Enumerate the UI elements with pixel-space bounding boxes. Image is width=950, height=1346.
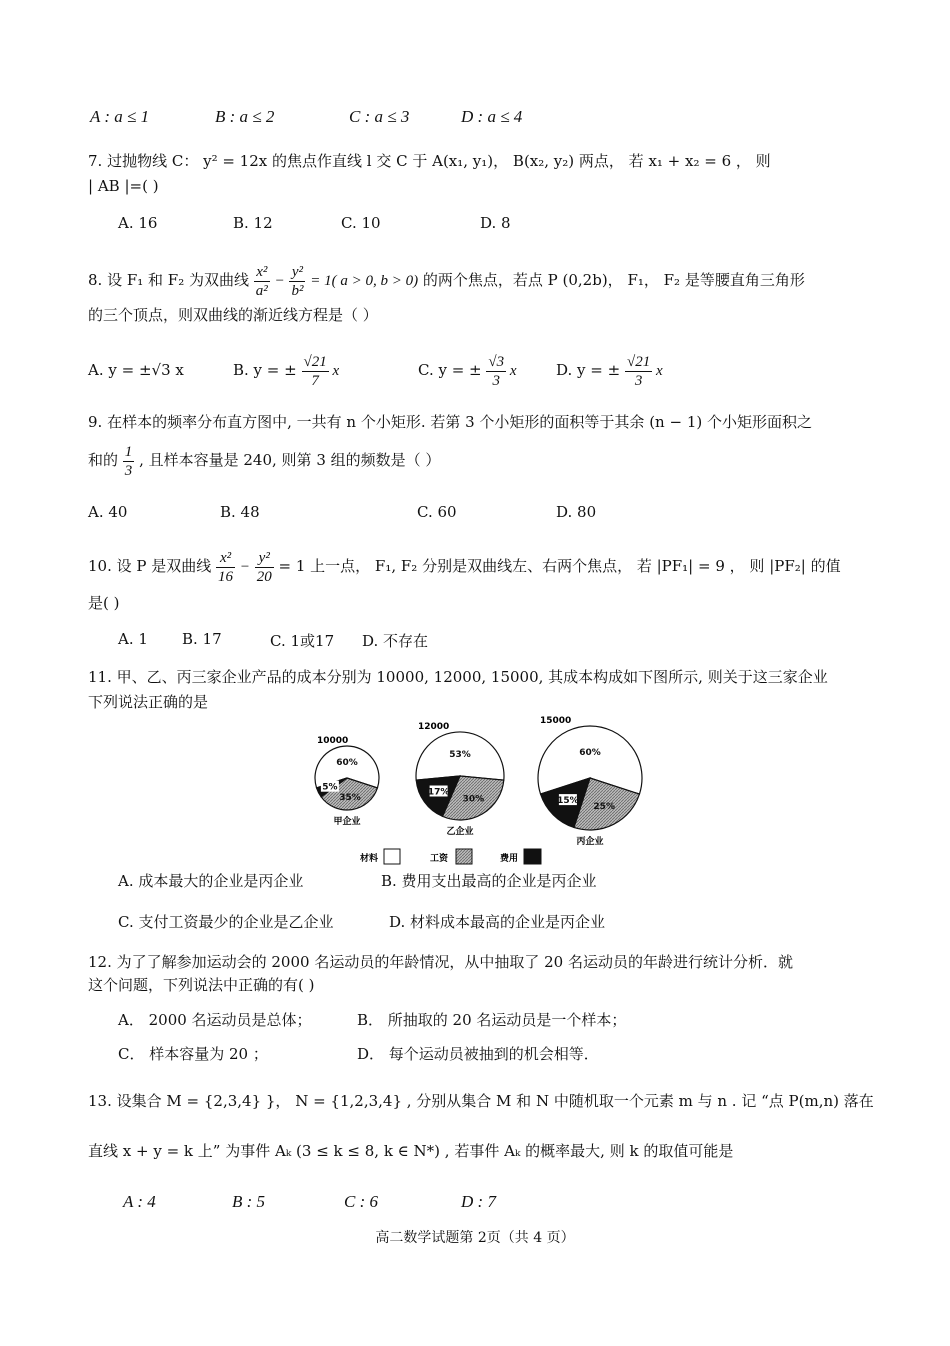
pie-total-label: 15000 bbox=[540, 716, 572, 726]
q12-option-c: C． 样本容量为 20 ； bbox=[118, 1045, 268, 1063]
pie-label-expenses: 15% bbox=[557, 796, 579, 807]
q9-stem: 9. 在样本的频率分布直方图中, 一共有 n 个小矩形. 若第 3 个小矩形的面积等于其余 (n − 1) 个小矩形面积之 bbox=[88, 413, 812, 431]
q7-option-c: C. 10 bbox=[341, 214, 381, 232]
q8-fraction-x: $\frac{\text{x²}}{\text{a²}}$ bbox=[255, 263, 268, 299]
pie-label-material: 60% bbox=[579, 748, 601, 758]
pie-label-material: 60% bbox=[336, 758, 358, 768]
pie-chart-3 bbox=[538, 716, 642, 847]
q7-option-a: A. 16 bbox=[118, 214, 158, 232]
q8-stem-post: 的两个焦点，若点 P (0,2b)， F₁， F₂ 是等腰直角三角形 bbox=[422, 271, 805, 289]
q8-option-a: A. y = ±√3 x bbox=[88, 361, 184, 379]
q13-option-c: C : 6 bbox=[344, 1192, 378, 1211]
q8-stem-cont: 的三个顶点，则双曲线的渐近线方程是（ ） bbox=[88, 306, 378, 324]
q6-option-d: D : a ≤ 4 bbox=[461, 107, 523, 126]
q13-stem: 13. 设集合 M = {2,3,4} }， N = {1,2,3,4} , 分别从集合 M 和 N 中随机取一个元素 m 与 n . 记 “点 P(m,n) 落在 bbox=[88, 1092, 874, 1110]
legend-label-material: 材料 bbox=[360, 854, 379, 864]
q8-option-c: C. y = ± $\frac{√3}{3}$ x bbox=[418, 353, 517, 389]
q10-option-d: D. 不存在 bbox=[362, 632, 429, 650]
cost-pie-charts bbox=[300, 716, 650, 870]
q11-option-a: A. 成本最大的企业是丙企业 bbox=[118, 872, 304, 890]
q11-stem-cont: 下列说法正确的是 bbox=[88, 693, 209, 711]
q11-option-b: B. 费用支出最高的企业是丙企业 bbox=[381, 872, 597, 890]
q12-stem: 12. 为了了解参加运动会的 2000 名运动员的年龄情况，从中抽取了 20 名运动员的年龄进行统计分析．就 bbox=[88, 953, 793, 971]
pie-chart-2 bbox=[416, 722, 504, 837]
q9-option-d: D. 80 bbox=[556, 503, 597, 521]
q8-stem-pre: 8. 设 F₁ 和 F₂ 为双曲线 bbox=[88, 271, 249, 289]
q12-option-a: A． 2000 名运动员是总体； bbox=[118, 1011, 312, 1029]
q6-option-b: B : a ≤ 2 bbox=[215, 107, 275, 126]
pie-label-expenses: 5% bbox=[322, 782, 338, 793]
pie-label-wages: 35% bbox=[339, 793, 361, 803]
q8-stem: 8. 设 F₁ 和 F₂ 为双曲线 $\frac{\text{x²}}{\text{a²}}$ − $\frac{\text{y²}}{\text{b²}}$ = 1( a > 0, b > 0) 的两个焦点，若点 P (0,2b)， F₁， F₂ 是等腰直角三角形 bbox=[88, 263, 805, 299]
q10-option-a: A. 1 bbox=[118, 630, 148, 648]
q9-option-c: C. 60 bbox=[417, 503, 457, 521]
q10-option-b: B. 17 bbox=[182, 630, 222, 648]
q12-stem-cont: 这个问题，下列说法中正确的有( ) bbox=[88, 976, 315, 994]
pie-company-name: 丙企业 bbox=[576, 837, 604, 847]
pie-total-label: 10000 bbox=[317, 736, 349, 746]
q8-fraction-y: $\frac{\text{y²}}{\text{b²}}$ bbox=[291, 263, 304, 299]
q11-option-d: D. 材料成本最高的企业是丙企业 bbox=[389, 913, 606, 931]
q10-stem-cont: 是( ) bbox=[88, 594, 120, 612]
q7-option-b: B. 12 bbox=[233, 214, 273, 232]
legend-swatch-wages bbox=[456, 849, 472, 864]
pie-label-material: 53% bbox=[449, 750, 471, 760]
q13-option-a: A : 4 bbox=[123, 1192, 156, 1211]
q10-stem: 10. 设 P 是双曲线 $\frac{\text{x²}}{16}$ − $\frac{\text{y²}}{20}$ = 1 上一点， F₁, F₂ 分别是双曲线左、右两个焦点， 若 |PF₁| = 9 ， 则 |PF₂| 的值 bbox=[88, 549, 841, 585]
q13-option-b: B : 5 bbox=[232, 1192, 266, 1211]
q11-option-c: C. 支付工资最少的企业是乙企业 bbox=[118, 913, 334, 931]
q11-stem: 11. 甲、乙、丙三家企业产品的成本分别为 10000, 12000, 15000, 其成本构成如下图所示, 则关于这三家企业 bbox=[88, 668, 828, 686]
q7-option-d: D. 8 bbox=[480, 214, 511, 232]
q8-option-b: B. y = ± $\frac{√21}{7}$ x bbox=[233, 353, 340, 389]
pie-label-expenses: 17% bbox=[427, 787, 450, 798]
page-footer: 高二数学试题第 2页（共 4 页） bbox=[375, 1230, 575, 1246]
q9-option-a: A. 40 bbox=[88, 503, 128, 521]
q9-stem-cont: 和的 $\frac{1}{3}$ , 且样本容量是 240, 则第 3 组的频数是（ ） bbox=[88, 443, 441, 479]
q10-option-c: C. 1或17 bbox=[270, 632, 335, 650]
q13-stem-cont: 直线 x + y = k 上” 为事件 Aₖ (3 ≤ k ≤ 8, k ∈ N*) , 若事件 Aₖ 的概率最大, 则 k 的取值可能是 bbox=[88, 1142, 734, 1160]
pie-company-name: 乙企业 bbox=[446, 827, 474, 837]
pie-label-wages: 25% bbox=[593, 801, 615, 812]
pie-label-wages: 30% bbox=[462, 794, 485, 805]
q8-option-d: D. y = ± $\frac{√21}{3}$ x bbox=[556, 353, 663, 389]
q7-stem: 7. 过抛物线 C： y² = 12x 的焦点作直线 l 交 C 于 A(x₁, y₁)， B(x₂, y₂) 两点， 若 x₁ + x₂ = 6 ， 则 bbox=[88, 152, 771, 170]
legend-swatch-material bbox=[384, 849, 400, 864]
q6-option-a: A : a ≤ 1 bbox=[90, 107, 150, 126]
pie-chart-1 bbox=[315, 736, 379, 827]
q12-option-b: B． 所抽取的 20 名运动员是一个样本； bbox=[357, 1011, 627, 1029]
pie-company-name: 甲企业 bbox=[333, 817, 361, 827]
q13-option-d: D : 7 bbox=[461, 1192, 496, 1211]
legend-swatch-expenses bbox=[524, 849, 541, 864]
chart-legend bbox=[360, 849, 541, 864]
q6-option-c: C : a ≤ 3 bbox=[349, 107, 410, 126]
q9-option-b: B. 48 bbox=[220, 503, 260, 521]
legend-label-expenses: 费用 bbox=[500, 854, 519, 864]
pie-total-label: 12000 bbox=[418, 722, 450, 732]
q12-option-d: D． 每个运动员被抽到的机会相等． bbox=[357, 1045, 599, 1063]
legend-label-wages: 工资 bbox=[430, 854, 449, 864]
q7-stem-cont: | AB |=( ) bbox=[88, 177, 159, 195]
